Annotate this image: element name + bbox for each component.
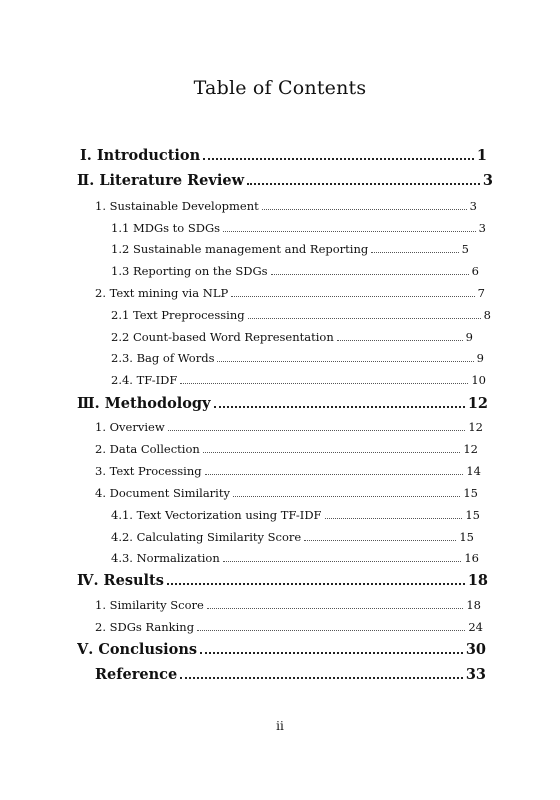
toc-entry-chapter [77,395,488,412]
toc-entry-page: 12 [468,420,483,434]
toc-entry-label: 2. SDGs Ranking [95,620,195,634]
toc-entry-page: 14 [466,464,481,478]
dot-leader [203,158,474,160]
dot-leader [200,652,463,654]
toc-entry-page: 33 [465,666,486,683]
toc-entry-page: 8 [483,308,491,322]
toc-entry-subsection [111,351,484,365]
toc-entry-section [95,620,483,634]
toc-entry-label: 1.1 MDGs to SDGs [111,221,221,235]
page-title: Table of Contents [193,77,367,99]
toc-entry-page: 1 [476,147,487,164]
dot-leader [217,361,473,362]
toc-entry-section [95,286,485,300]
toc-entry-subsection [111,508,480,522]
toc-entry-chapter [77,641,486,658]
toc-entry-label: 2.3. Bag of Words [111,351,215,365]
toc-entry-label: Ⅰ. Introduction [80,147,201,164]
dot-leader [203,452,461,453]
dot-leader [180,677,463,679]
toc-entry-chapter [77,572,488,589]
toc-entry-label: Reference [95,666,178,683]
toc-entry-chapter [95,666,486,683]
toc-entry-page: 18 [466,598,481,612]
toc-entry-section [95,486,478,500]
toc-entry-section [95,199,477,213]
toc-entry-page: 9 [465,330,473,344]
toc-entry-label: Ⅱ. Literature Review [77,172,245,189]
toc-entry-chapter [77,172,493,189]
dot-leader [180,383,468,384]
toc-entry-label: 1.3 Reporting on the SDGs [111,264,268,278]
toc-entry-label: 3. Text Processing [95,464,202,478]
toc-entry-label: 2. Text mining via NLP [95,286,229,300]
dot-leader [205,474,464,475]
toc-entry-page: 7 [477,286,485,300]
toc-entry-page: 16 [464,551,479,565]
dot-leader [223,561,462,562]
page-number: ii [276,719,284,733]
dot-leader [197,630,465,631]
dot-leader [167,583,465,585]
dot-leader [271,274,469,275]
toc-entry-page: 24 [468,620,483,634]
toc-entry-label: 4.3. Normalization [111,551,220,565]
toc-entry-page: 15 [465,508,480,522]
toc-entry-subsection [111,330,473,344]
toc-entry-label: 1. Similarity Score [95,598,204,612]
toc-entry-page: 18 [467,572,488,589]
dot-leader [168,430,466,431]
dot-leader [247,183,480,185]
toc-entry-page: 3 [482,172,493,189]
toc-entry-label: 1.2 Sustainable management and Reporting [111,242,369,256]
toc-entry-label: 1. Overview [95,420,165,434]
toc-entry-section [95,598,481,612]
dot-leader [337,340,463,341]
toc-entry-page: 5 [461,242,469,256]
toc-entry-label: 1. Sustainable Development [95,199,259,213]
dot-leader [325,518,463,519]
toc-entry-page: 6 [471,264,479,278]
toc-entry-section [95,442,478,456]
toc-entry-page: 30 [465,641,486,658]
toc-entry-page: 12 [463,442,478,456]
toc-entry-label: Ⅲ. Methodology [77,395,211,412]
toc-entry-label: 2.1 Text Preprocessing [111,308,245,322]
toc-entry-subsection [111,373,486,387]
toc-entry-label: 4.2. Calculating Similarity Score [111,530,302,544]
toc-entry-label: 2.2 Count-based Word Representation [111,330,334,344]
dot-leader [371,252,458,253]
dot-leader [207,608,464,609]
dot-leader [233,496,460,497]
toc-entry-label: 2. Data Collection [95,442,200,456]
toc-entry-label: Ⅴ. Conclusions [77,641,198,658]
toc-entry-subsection [111,551,479,565]
toc-entry-page: 3 [469,199,477,213]
toc-entry-subsection [111,221,486,235]
toc-entry-label: 4. Document Similarity [95,486,230,500]
toc-entry-subsection [111,530,474,544]
dot-leader [223,231,476,232]
toc-entry-page: 12 [467,395,488,412]
toc-entry-page: 9 [476,351,484,365]
toc-entry-page: 15 [459,530,474,544]
toc-entry-label: Ⅳ. Results [77,572,164,589]
dot-leader [262,209,467,210]
dot-leader [248,318,481,319]
toc-entry-subsection [111,242,469,256]
toc-entry-section [95,420,483,434]
toc-entry-label: 2.4. TF-IDF [111,373,178,387]
toc-entry-chapter [80,147,487,164]
toc-entry-page: 10 [471,373,486,387]
toc-entry-page: 15 [463,486,478,500]
toc-entry-section [95,464,481,478]
dot-leader [231,296,474,297]
toc-entry-subsection [111,308,491,322]
toc-entry-label: 4.1. Text Vectorization using TF-IDF [111,508,322,522]
toc-entry-subsection [111,264,479,278]
dot-leader [304,540,456,541]
dot-leader [214,406,465,408]
toc-entry-page: 3 [478,221,486,235]
